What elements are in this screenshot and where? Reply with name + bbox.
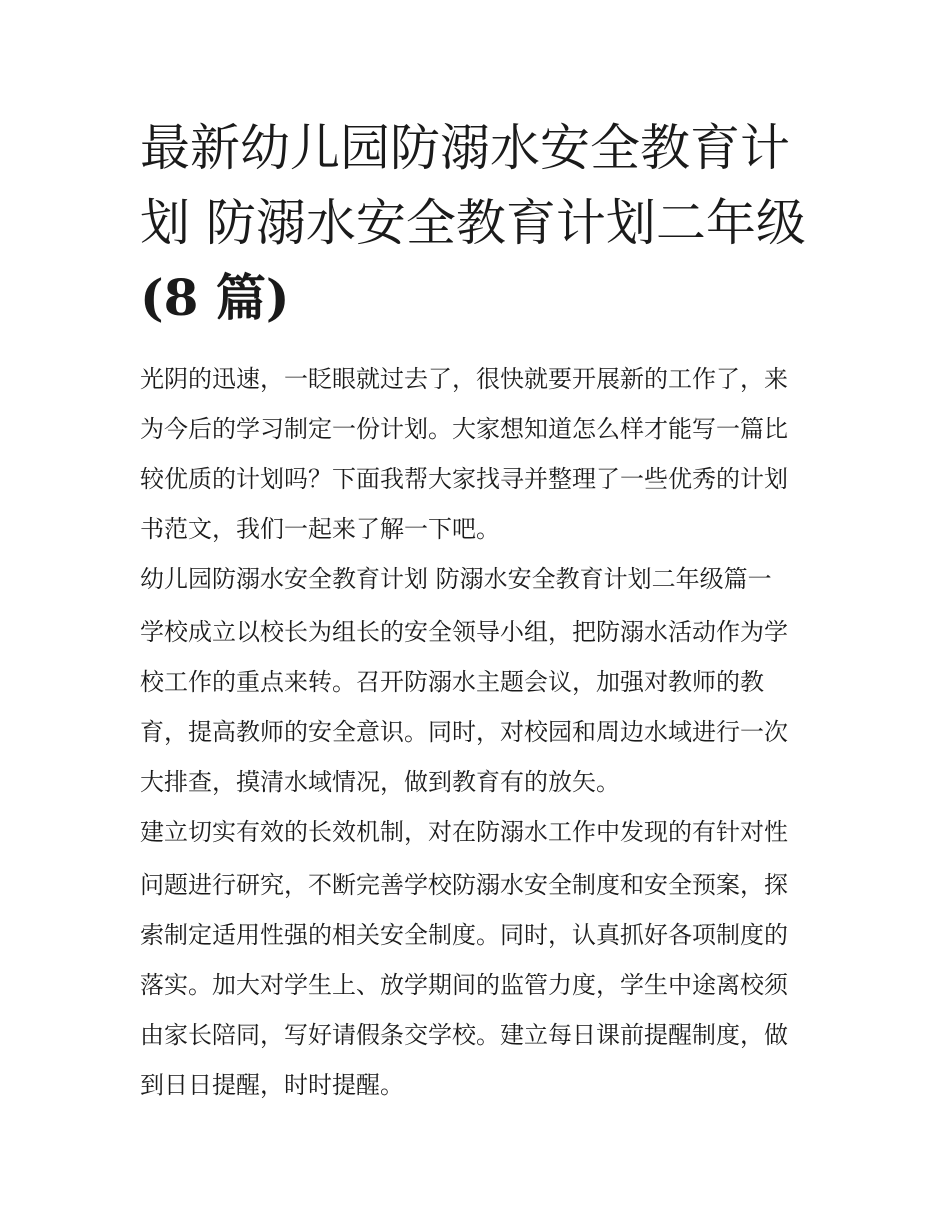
body-text-line: 问题进行研究，不断完善学校防溺水安全制度和安全预案，探 [140, 871, 788, 899]
document-title-line-3: (8 篇) [140, 268, 290, 327]
body-text-line: 校工作的重点来转。召开防溺水主题会议，加强对教师的教 [140, 668, 764, 696]
body-text-line: 大排查，摸清水域情况，做到教育有的放矢。 [140, 768, 620, 796]
body-text-line: 到日日提醒，时时提醒。 [140, 1071, 404, 1099]
body-text-line: 为今后的学习制定一份计划。大家想知道怎么样才能写一篇比 [140, 415, 788, 443]
body-text-line: 落实。加大对学生上、放学期间的监管力度，学生中途离校须 [140, 971, 788, 999]
document-title-line-1: 最新幼儿园防溺水安全教育计 [140, 119, 790, 177]
body-text-line: 学校成立以校长为组长的安全领导小组，把防溺水活动作为学 [140, 618, 788, 646]
body-text-line: 索制定适用性强的相关安全制度。同时，认真抓好各项制度的 [140, 921, 788, 949]
body-text-line: 由家长陪同，写好请假条交学校。建立每日课前提醒制度，做 [140, 1021, 788, 1049]
body-text-line: 较优质的计划吗？下面我帮大家找寻并整理了一些优秀的计划 [140, 465, 788, 493]
document-title-line-2: 划 防溺水安全教育计划二年级 [140, 194, 806, 252]
body-text-line: 书范文，我们一起来了解一下吧。 [140, 515, 500, 543]
body-text-line: 建立切实有效的长效机制，对在防溺水工作中发现的有针对性 [140, 818, 788, 846]
body-text-line: 光阴的迅速，一眨眼就过去了，很快就要开展新的工作了，来 [140, 365, 788, 393]
section-heading: 幼儿园防溺水安全教育计划 防溺水安全教育计划二年级篇一 [140, 565, 772, 593]
body-text-line: 育，提高教师的安全意识。同时，对校园和周边水域进行一次 [140, 718, 788, 746]
